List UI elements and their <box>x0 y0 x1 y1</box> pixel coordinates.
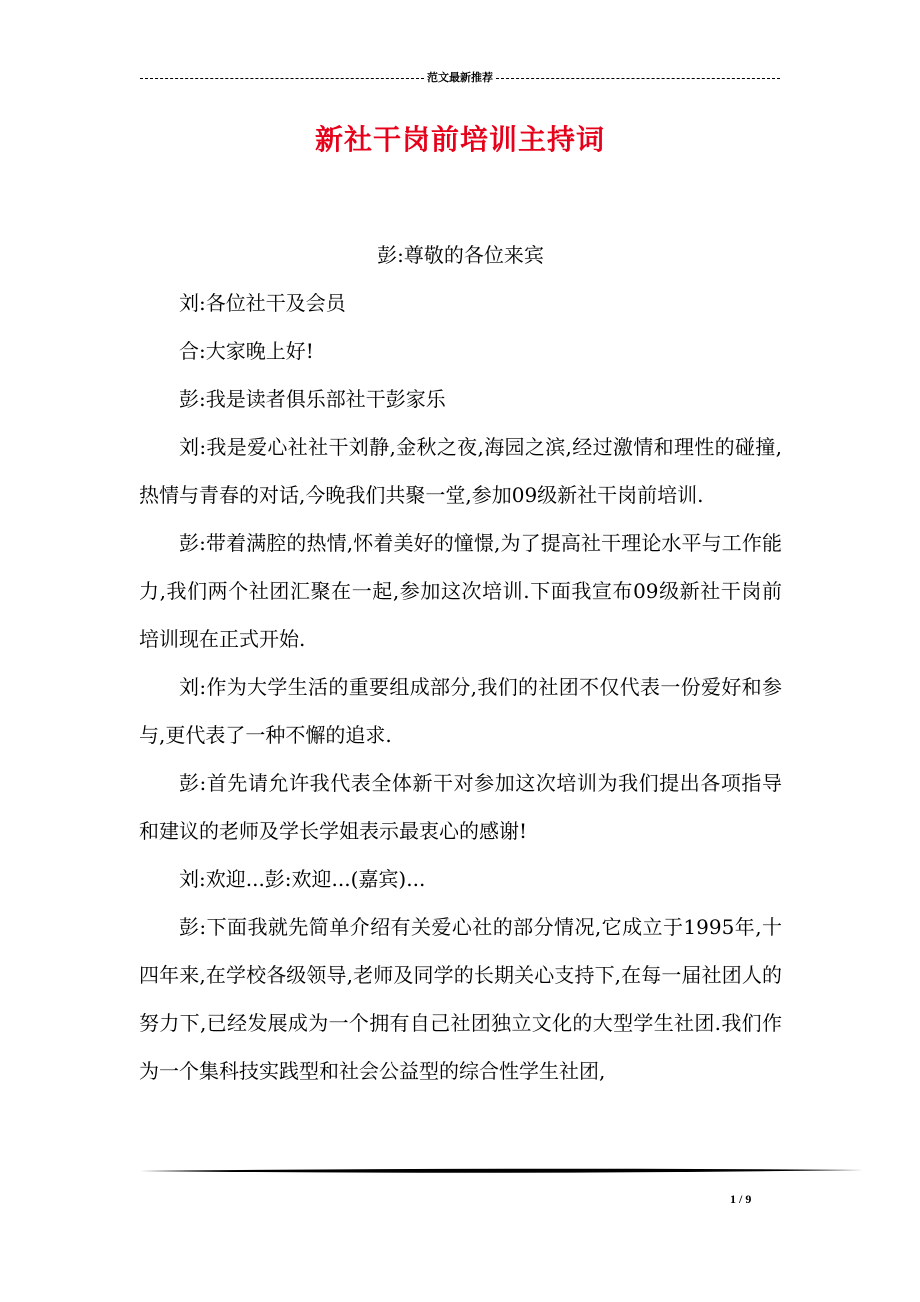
header-dash-right <box>496 78 780 79</box>
page-header <box>140 70 780 86</box>
paragraph: 彭:带着满腔的热情,怀着美好的憧憬,为了提高社干理论水平与工作能力,我们两个社团汇聚在一起,参加这次培训.下面我宣布09级新社干岗前培训现在正式开始. <box>139 531 782 651</box>
paragraph: 彭:下面我就先简单介绍有关爱心社的部分情况,它成立于1995年,十四年来,在学校各级领导,老师及同学的长期关心支持下,在每一届社团人的努力下,已经发展成为一个拥有自己社团独立文化的大型学生社团.我们作为一个集科技实践型和社会公益型的综合性学生社团, <box>139 915 782 1083</box>
header-label: 范文最新推荐 <box>427 71 493 84</box>
paragraph: 彭:我是读者俱乐部社干彭家乐 <box>179 387 446 411</box>
paragraph: 刘:欢迎...彭:欢迎...(嘉宾)... <box>179 867 426 891</box>
paragraph: 彭:首先请允许我代表全体新干对参加这次培训为我们提出各项指导和建议的老师及学长学姐表示最衷心的感谢! <box>139 771 782 843</box>
paragraph: 刘:各位社干及会员 <box>179 291 346 315</box>
paragraph: 合:大家晚上好! <box>179 339 314 363</box>
document-body <box>139 231 782 1095</box>
document-title: 新社干岗前培训主持词 <box>314 123 605 156</box>
header-dash-left <box>140 78 424 79</box>
paragraph: 彭:尊敬的各位来宾 <box>377 243 544 267</box>
footer-rule <box>140 1167 863 1175</box>
paragraph: 刘:作为大学生活的重要组成部分,我们的社团不仅代表一份爱好和参与,更代表了一种不懈的追求. <box>139 675 782 747</box>
page-number: 1 / 9 <box>730 1192 752 1206</box>
paragraph: 刘:我是爱心社社干刘静,金秋之夜,海园之滨,经过激情和理性的碰撞,热情与青春的对话,今晚我们共聚一堂,参加09级新社干岗前培训. <box>139 435 782 507</box>
